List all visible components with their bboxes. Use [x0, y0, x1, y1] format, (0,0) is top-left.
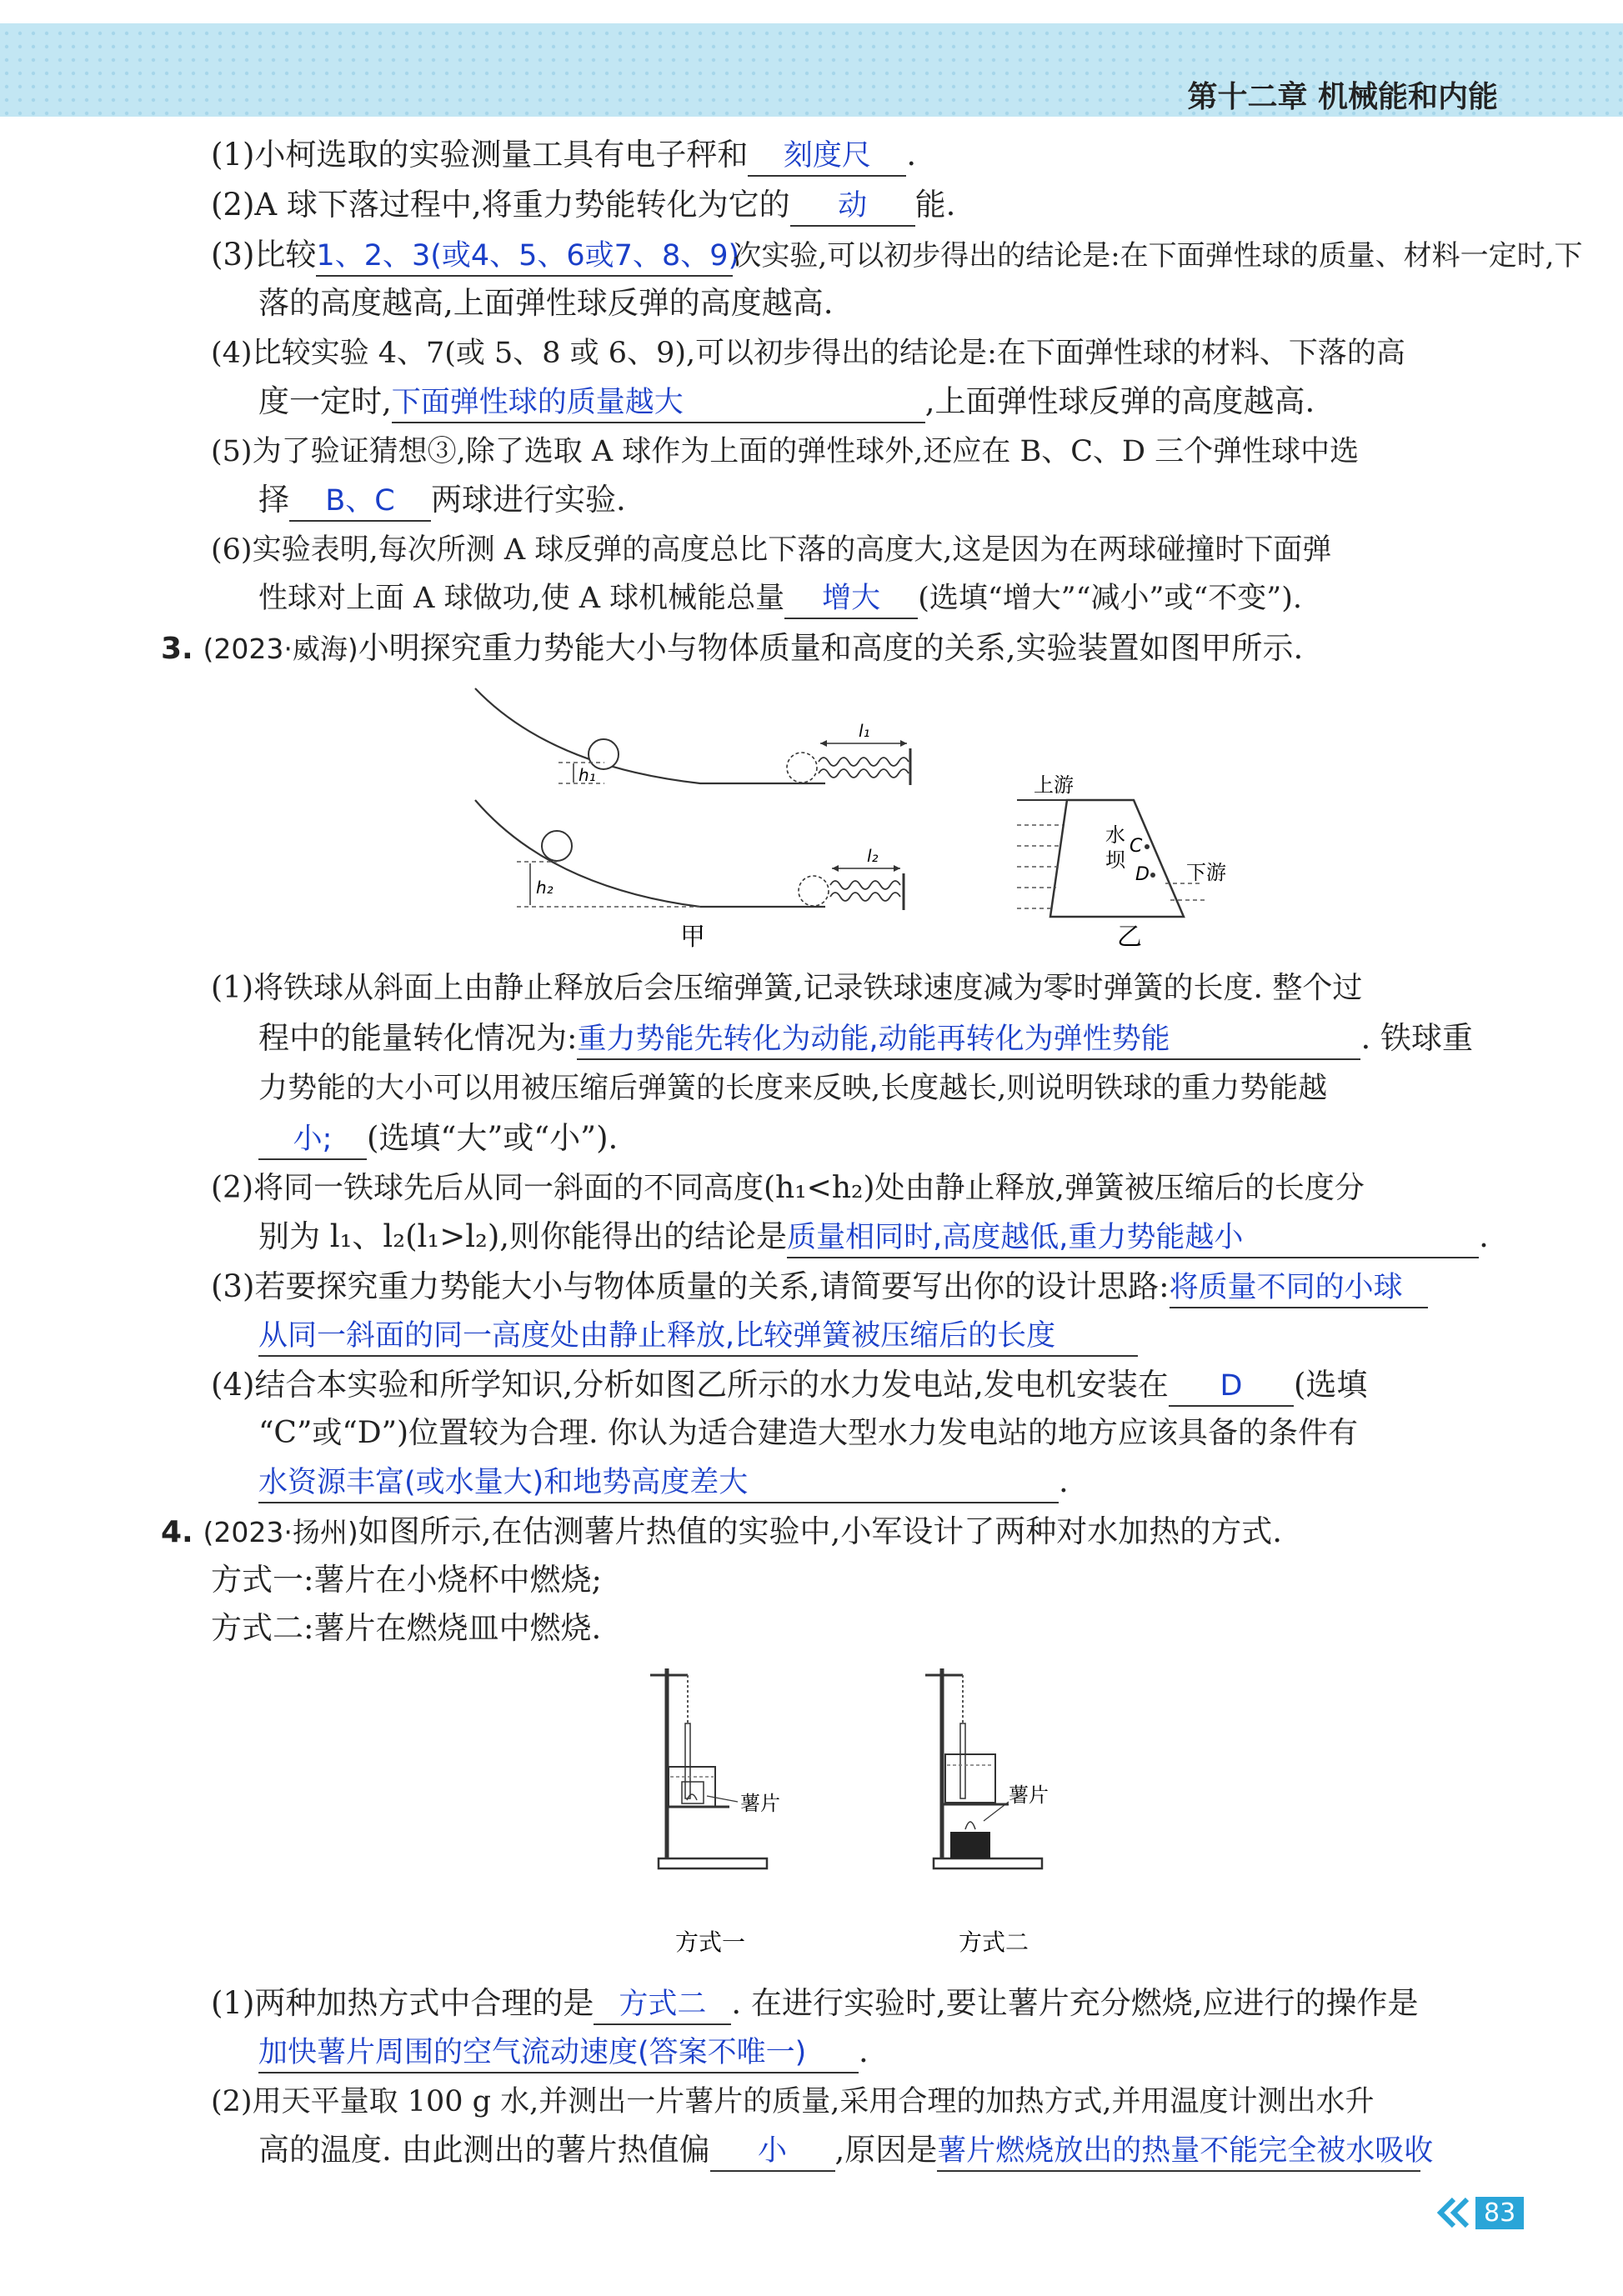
thermometer2 [960, 1723, 965, 1798]
q4-stem [161, 1510, 1282, 1554]
q3-stem [161, 627, 1303, 671]
q2-s3: (3)比较1、2、3(或4、5、6或7、8、9)次实验,可以初步得出的结论是:在下面弹性球的质量、材料一定时,下 [211, 233, 1583, 278]
label-point-c: C [1130, 836, 1143, 857]
q3-s1-line4: 小; (选填“大”或“小”). [258, 1117, 618, 1160]
chip2-flame-icon [965, 1822, 975, 1829]
q3-s4-blank2 [258, 1463, 1059, 1503]
q4-text: 如图所示,在估测薯片热值的实验中,小军设计了两种对水加热的方式. [358, 1513, 1283, 1549]
caption-yi: 乙 [1117, 923, 1142, 950]
q3-s2-line1: (2)将同一铁球先后从同一斜面的不同高度(h₁<h₂)处由静止释放,弹簧被压缩后的长度分 [211, 1171, 1365, 1205]
q3-s2-answer: 质量相同时,高度越低,重力势能越小 [787, 1221, 1244, 1254]
jia-spring-top [819, 758, 909, 778]
q2-s3-blank [316, 236, 740, 277]
q2-s6-line2: 性球对上面 A 球做功,使 A 球机械能总量 增大 (选填“增大”“减小”或“不变”). [258, 577, 1302, 620]
q3-s1-answer2: 小; [293, 1123, 333, 1156]
jia-ball-dashed-top [787, 753, 817, 783]
q3-s3-answer2: 从同一斜面的同一高度处由静止释放,比较弹簧被压缩后的长度 [258, 1319, 1056, 1353]
q4-source: (2023·扬州) [203, 1516, 358, 1548]
q2-s6-line1: (6)实验表明,每次所测 A 球反弹的高度总比下落的高度大,这是因为在两球碰撞时下面弹 [211, 533, 1332, 567]
q2-s2-blank [790, 186, 915, 227]
jia-ball-bottom [542, 831, 572, 861]
q2-s1-blank [748, 136, 906, 177]
q2-s4-blank [392, 383, 925, 423]
label-chip2: 薯片 [1009, 1783, 1049, 1807]
caption-way2: 方式二 [959, 1928, 1029, 1956]
q3-s4-blank1 [1169, 1366, 1294, 1407]
q2-s1: (1)小柯选取的实验测量工具有电子秤和 刻度尺 . [211, 133, 916, 177]
q2-s4-line2: 度一定时,下面弹性球的质量越大 ,上面弹性球反弹的高度越高. [258, 380, 1315, 423]
jia-spring-bottom [830, 881, 900, 901]
q2-s6-answer: 增大 [822, 582, 881, 615]
label-h2: h₂ [536, 878, 554, 898]
q3-figure [450, 675, 1284, 950]
q3-s3-line1: (3)若要探究重力势能大小与物体质量的关系,请简要写出你的设计思路:将质量不同的小球 [211, 1265, 1428, 1308]
caption-jia: 甲 [680, 923, 705, 950]
q4-s2-blank1 [710, 2131, 835, 2172]
q2-s2: (2)A 球下落过程中,将重力势能转化为它的 动 能. [211, 183, 955, 227]
q2-s4-answer: 下面弹性球的质量越大 [391, 386, 684, 419]
q4-s1-answer2: 加快薯片周围的空气流动速度(答案不唯一) [258, 2036, 807, 2069]
page-number: 83 [1475, 2197, 1524, 2229]
caption-way1: 方式一 [675, 1928, 746, 1956]
label-l1: l₁ [859, 721, 870, 741]
q4-s1-answer1: 方式二 [619, 1988, 707, 2021]
chip1-flame-icon [687, 1794, 697, 1800]
q3-s3-line2 [258, 1313, 1138, 1357]
page-number-tab [1435, 2193, 1524, 2232]
q2-s1-text: (1)小柯选取的实验测量工具有电子秤和 [211, 137, 749, 173]
q2-s1-answer: 刻度尺 [783, 139, 871, 173]
q2-s2-text: (2)A 球下落过程中,将重力势能转化为它的 [211, 187, 790, 223]
q3-s1-line3: 力势能的大小可以用被压缩后弹簧的长度来反映,长度越长,则说明铁球的重力势能越 [258, 1072, 1328, 1105]
q2-s3-line2: 落的高度越高,上面弹性球反弹的高度越高. [258, 285, 834, 321]
q2-s2-answer: 动 [838, 189, 868, 223]
jia-ball-dashed-bottom [799, 876, 829, 906]
label-chip1: 薯片 [740, 1792, 780, 1815]
q3-s1-blank [577, 1019, 1360, 1060]
q4-s1-blank2 [258, 2033, 859, 2073]
double-chevron-left-icon [1435, 2196, 1472, 2229]
jia-ramp-top [475, 688, 825, 783]
burning-dish [950, 1832, 990, 1858]
beaker2 [945, 1754, 995, 1803]
label-dam-water: 水 [1105, 823, 1125, 847]
q4-s1-blank1 [594, 1984, 731, 2025]
page-header [0, 0, 1623, 117]
q2-s3-answer: 1、2、3(或4、5、6或7、8、9) [316, 239, 740, 273]
label-l2: l₂ [867, 846, 879, 866]
q4-figure [617, 1658, 1134, 1967]
q3-s3-answer1: 将质量不同的小球 [1169, 1271, 1403, 1304]
label-h1: h₁ [579, 765, 596, 785]
q3-s4-line2: “C”或“D”)位置较为合理. 你认为适合建造大型水力发电站的地方应该具备的条件有 [258, 1416, 1358, 1450]
q4-number: 4. [161, 1515, 193, 1549]
q4-s1-line1: (1)两种加热方式中合理的是 方式二 . 在进行实验时,要让薯片充分燃烧,应进行的操作是 [211, 1982, 1418, 2025]
q2-s5-line1: (5)为了验证猜想③,除了选取 A 球作为上面的弹性球外,还应在 B、C、D 三个弹性球中选 [211, 435, 1360, 468]
q4-way1: 方式一:薯片在小烧杯中燃烧; [211, 1562, 602, 1598]
q4-s2-answer2: 薯片燃烧放出的热量不能完全被水吸收 [937, 2134, 1434, 2168]
chapter-title: 第十二章 机械能和内能 [1187, 80, 1498, 114]
q2-s5-answer: B、C [325, 484, 395, 518]
q3-s3-blank2 [258, 1316, 1138, 1357]
q3-s1-answer: 重力势能先转化为动能,动能再转化为弹性势能 [577, 1023, 1170, 1056]
label-dam: 坝 [1105, 848, 1125, 872]
q3-s4-answer2: 水资源丰富(或水量大)和地势高度差大 [258, 1466, 749, 1499]
q3-s4-line3: 水资源丰富(或水量大)和地势高度差大 . [258, 1460, 1069, 1503]
label-point-d: D [1135, 864, 1150, 885]
label-downstream: 下游 [1186, 861, 1226, 884]
q4-s2-line2: 高的温度. 由此测出的薯片热值偏 小 ,原因是薯片燃烧放出的热量不能完全被水吸收 [258, 2128, 1420, 2172]
q2-s5-line2: 择 B、C 两球进行实验. [258, 478, 626, 522]
beaker1 [669, 1767, 715, 1807]
q3-s1-line1: (1)将铁球从斜面上由静止释放后会压缩弹簧,记录铁球速度减为零时弹簧的长度. 整个过 [211, 971, 1363, 1005]
jia-ramp-bottom [475, 800, 825, 907]
q3-s3-blank1 [1170, 1268, 1428, 1308]
q3-source: (2023·威海) [203, 633, 358, 665]
q4-s2-answer1: 小 [758, 2134, 788, 2168]
q3-s2-line2: 别为 l₁、l₂(l₁>l₂),则你能得出的结论是质量相同时,高度越低,重力势能越小 . [258, 1215, 1489, 1258]
q2-s5-blank [289, 481, 431, 522]
stand2-base [934, 1858, 1042, 1868]
q3-s4-answer1: D [1220, 1369, 1243, 1403]
q4-s2-line1: (2)用天平量取 100 g 水,并测出一片薯片的质量,采用合理的加热方式,并用温度计测出水升 [211, 2085, 1375, 2118]
q2-s4-line1: (4)比较实验 4、7(或 5、8 或 6、9),可以初步得出的结论是:在下面弹性球的材料、下落的高 [211, 337, 1405, 370]
q3-text: 小明探究重力势能大小与物体质量和高度的关系,实验装置如图甲所示. [358, 630, 1304, 666]
stand1-base [659, 1858, 767, 1868]
q4-s1-line2: 加快薯片周围的空气流动速度(答案不唯一) . [258, 2030, 869, 2073]
q3-s1-blank2 [258, 1119, 367, 1160]
q4-s2-blank2 [937, 2131, 1434, 2172]
q4-way2: 方式二:薯片在燃烧皿中燃烧. [211, 1610, 602, 1646]
q3-s1-line2: 程中的能量转化情况为:重力势能先转化为动能,动能再转化为弹性势能 . 铁球重 [258, 1017, 1473, 1060]
thermometer1 [685, 1723, 690, 1798]
q3-s4-line1: (4)结合本实验和所学知识,分析如图乙所示的水力发电站,发电机安装在 D (选填 [211, 1363, 1367, 1407]
q3-s2-blank [787, 1218, 1479, 1258]
label-upstream: 上游 [1034, 773, 1074, 797]
q3-number: 3. [161, 632, 193, 666]
q2-s6-blank [784, 579, 918, 619]
